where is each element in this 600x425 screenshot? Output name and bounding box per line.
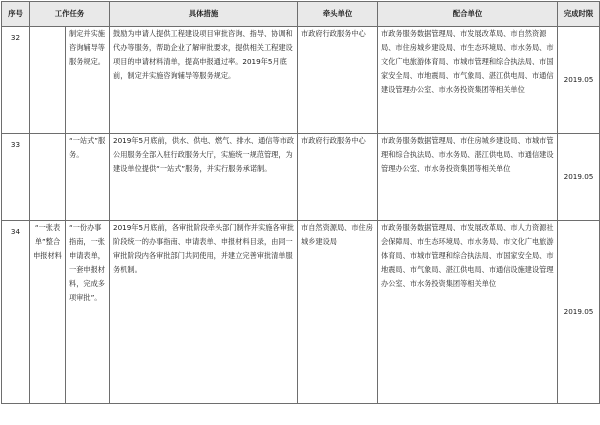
table-header-row [2, 2, 600, 27]
row-measures: 2019年5月底前，供水、供电、燃气、排水、通信等市政公用服务全部入驻行政服务大厅，实施统一规范管理，为建设单位提供“一站式”服务，并实行服务承诺制。 [110, 134, 298, 221]
header-deadline: 完成时限 [558, 2, 600, 27]
row-deadline: 2019.05 [558, 134, 600, 221]
row-lead: 市政府行政服务中心 [298, 27, 378, 134]
task-table [1, 1, 600, 404]
row-cooperate: 市政务服务数据管理局、市住房城乡建设局、市城市管理和综合执法局、市水务局、湛江供电局、市通信建设管理办公室、市水务投资集团等相关单位 [378, 134, 558, 221]
header-lead: 牵头单位 [298, 2, 378, 27]
row-seq: 33 [2, 134, 30, 221]
table-row [2, 134, 600, 221]
row-cooperate: 市政务服务数据管理局、市发展改革局、市人力资源社会保障局、市生态环境局、市水务局、市文化广电旅游体育局、市城市管理和综合执法局、市国家安全局、市地震局、市气象局、湛江供电局、市通信设施建设管理办公室、市水务投资集团等相关单位 [378, 221, 558, 404]
row-deadline: 2019.05 [558, 221, 600, 404]
row-task: “一份办事指南，一张申请表单，一套申报材料，完成多项审批”。 [66, 221, 110, 404]
document-page [1, 1, 599, 424]
row-measures: 鼓励为申请人提供工程建设项目审批咨询、指导、协调和代办等服务，帮助企业了解审批要求，提供相关工程建设项目的申请材料清单，提高申报通过率。2019年5月底前，制定并实施咨询辅导等服务规定。 [110, 27, 298, 134]
row-measures: 2019年5月底前，各审批阶段牵头部门制作并实施各审批阶段统一的办事指南、申请表单、申报材料目录，由同一审批阶段内各审批部门共同使用，并建立完善审批清单服务机制。 [110, 221, 298, 404]
row-seq: 32 [2, 27, 30, 134]
header-cooperate: 配合单位 [378, 2, 558, 27]
row-lead: 市政府行政服务中心 [298, 134, 378, 221]
header-task: 工作任务 [30, 2, 110, 27]
row-category: “一张表单”整合申报材料 [30, 221, 66, 404]
header-seq: 序号 [2, 2, 30, 27]
row-cooperate: 市政务服务数据管理局、市发展改革局、市自然资源局、市住房城乡建设局、市生态环境局、市水务局、市文化广电旅游体育局、市城市管理和综合执法局、市国家安全局、市地震局、市气象局、湛江供电局、市通信建设管理办公室、市水务投资集团等相关单位 [378, 27, 558, 134]
row-task: 制定并实施咨询辅导等服务规定。 [66, 27, 110, 134]
row-category [30, 27, 66, 134]
table-row [2, 27, 600, 134]
row-seq: 34 [2, 221, 30, 404]
table-row [2, 221, 600, 404]
header-measures: 具体措施 [110, 2, 298, 27]
row-lead: 市自然资源局、市住房城乡建设局 [298, 221, 378, 404]
row-task: “一站式”服务。 [66, 134, 110, 221]
row-category [30, 134, 66, 221]
row-deadline: 2019.05 [558, 27, 600, 134]
